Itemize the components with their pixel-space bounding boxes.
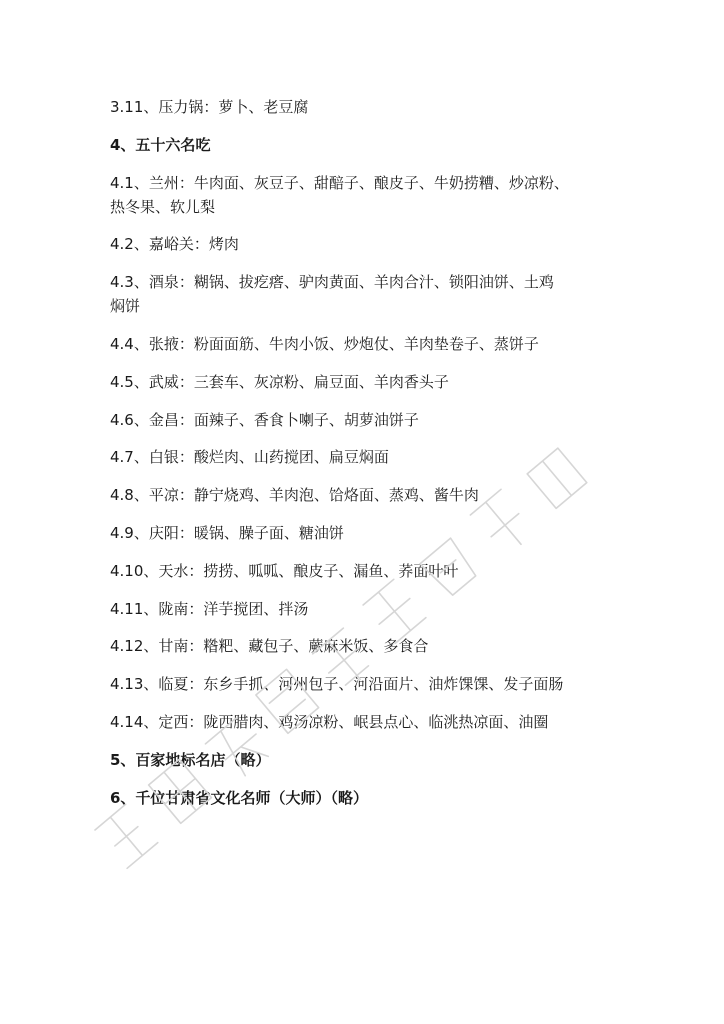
- list-item: 4.13、临夏：东乡手抓、河州包子、河沿面片、油炸馃馃、发子面肠: [110, 675, 564, 694]
- list-item: 4.2、嘉峪关：烤肉: [110, 235, 239, 254]
- list-item: 4.5、武威：三套车、灰凉粉、扁豆面、羊肉香头子: [110, 372, 449, 391]
- list-item: 4.12、甘南：糌粑、藏包子、蕨麻米饭、多食合: [110, 637, 429, 656]
- list-item: 4.9、庆阳：暖锅、臊子面、糖油饼: [110, 523, 344, 542]
- list-item: 4.4、张掖：粉面面筋、牛肉小饭、炒炮仗、羊肉垫卷子、蒸饼子: [110, 334, 539, 353]
- list-item: 4.14、定西：陇西腊肉、鸡汤凉粉、岷县点心、临洮热凉面、油圈: [110, 712, 549, 731]
- list-item: 4.1、兰州：牛肉面、灰豆子、甜醅子、酿皮子、牛奶捞糟、炒凉粉、: [110, 173, 569, 192]
- list-item: 4.7、白银：酸烂肉、山药搅团、扁豆焖面: [110, 448, 389, 467]
- list-item: 4.10、天水：捞捞、呱呱、酿皮子、漏鱼、荞面叶叶: [110, 561, 459, 580]
- list-item: 3.11、压力锅：萝卜、老豆腐: [110, 98, 309, 116]
- list-item: 4.3、酒泉：糊锅、拔疙瘩、驴肉黄面、羊肉合汁、锁阳油饼、土鸡: [110, 273, 554, 292]
- list-item: 4.6、金昌：面辣子、香食卜喇子、胡萝油饼子: [110, 410, 419, 429]
- list-item: 4.11、陇南：洋芋搅团、拌汤: [110, 599, 309, 618]
- list-item: 4.8、平凉：静宁烧鸡、羊肉泡、饸烙面、蒸鸡、酱牛肉: [110, 486, 479, 505]
- section-heading: 4、五十六名吃: [110, 135, 211, 154]
- document-body: [110, 96, 630, 824]
- list-item-continuation: 焖饼: [110, 297, 141, 316]
- section-heading: 5、百家地标名店（略）: [110, 750, 271, 769]
- section-heading: 6、千位甘肃省文化名师（大师）（略）: [110, 788, 368, 807]
- list-item-continuation: 热冬果、软儿梨: [110, 197, 216, 216]
